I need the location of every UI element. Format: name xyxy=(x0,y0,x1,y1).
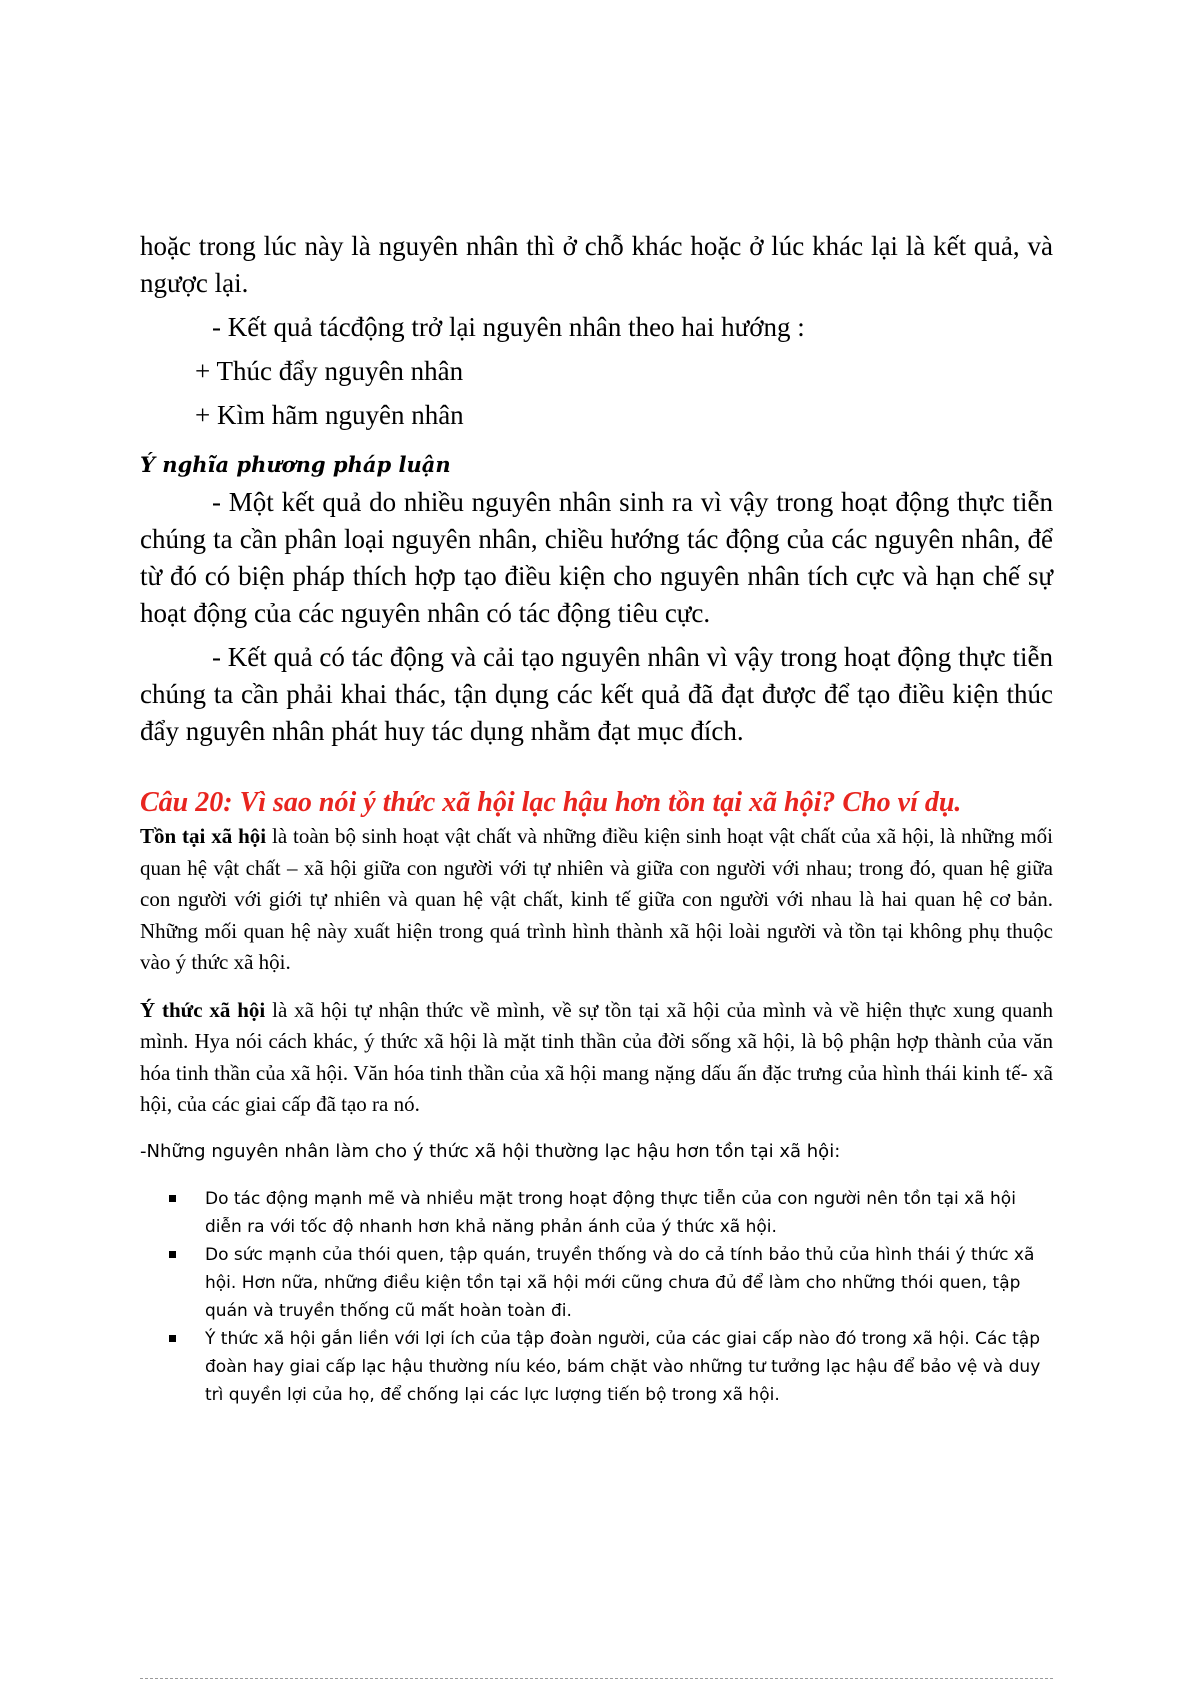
square-bullet-icon xyxy=(169,1251,176,1258)
square-bullet-icon xyxy=(169,1195,176,1202)
page-content xyxy=(140,228,1053,1409)
social-existence-definition: là toàn bộ sinh hoạt vật chất và những điều kiện sinh hoạt vật chất của xã hội, là những mối quan hệ vật chất – xã hội giữa con người với tự nhiên và giữa con người với nhau; trong đó, quan hệ giữa con người với giới tự nhiên và quan hệ vật chất, kinh tế giữa con người với nhau là hai quan hệ cơ bản. Những mối quan hệ này xuất hiện trong quá trình hình thành xã hội loài người và tồn tại không phụ thuộc vào ý thức xã hội. xyxy=(140,824,1054,974)
methodology-paragraph-1: - Một kết quả do nhiều nguyên nhân sinh ra vì vậy trong hoạt động thực tiễn chúng ta cần phân loại nguyên nhân, chiều hướng tác động của các nguyên nhân, để từ đó có biện pháp thích hợp tạo điều kiện cho nguyên nhân tích cực và hạn chế sự hoạt động của các nguyên nhân có tác động tiêu cực. xyxy=(140,487,1053,628)
social-consciousness-term: Ý thức xã hội xyxy=(140,997,266,1022)
reason-text: Do tác động mạnh mẽ và nhiều mặt trong hoạt động thực tiễn của con người nên tồn tại xã hội diễn ra với tốc độ nhanh hơn khả năng phản ánh của ý thức xã hội. xyxy=(205,1188,1016,1237)
square-bullet-icon xyxy=(169,1335,176,1342)
effect-direction-line: - Kết quả tácđộng trở lại nguyên nhân theo hai hướng : xyxy=(212,312,805,342)
promote-cause-item: + Thúc đẩy nguyên nhân xyxy=(195,356,464,386)
reason-text: Ý thức xã hội gắn liền với lợi ích của tập đoàn người, của các giai cấp nào đó trong xã hội. Các tập đoàn hay giai cấp lạc hậu thường níu kéo, bám chặt vào những tư tưởng lạc hậu để bảo vệ và duy trì quyền lợi của họ, để chống lại các lực lượng tiến bộ trong xã hội. xyxy=(205,1328,1041,1405)
social-existence-paragraph xyxy=(140,821,1053,979)
continuation-paragraph: hoặc trong lúc này là nguyên nhân thì ở chỗ khác hoặc ở lúc khác lại là kết quả, và ngược lại. xyxy=(140,231,1053,298)
reasons-intro: -Những nguyên nhân làm cho ý thức xã hội thường lạc hậu hơn tồn tại xã hội: xyxy=(140,1140,841,1162)
social-existence-term: Tồn tại xã hội xyxy=(140,824,267,848)
methodology-paragraph-2: - Kết quả có tác động và cải tạo nguyên nhân vì vậy trong hoạt động thực tiễn chúng ta cần phải khai thác, tận dụng các kết quả đã đạt được để tạo điều kiện thúc đẩy nguyên nhân phát huy tác dụng nhằm đạt mục đích. xyxy=(140,642,1053,746)
social-consciousness-definition: là xã hội tự nhận thức về mình, về sự tồn tại xã hội của mình và về hiện thực xung quanh mình. Hya nói cách khác, ý thức xã hội là mặt tinh thần của đời sống xã hội, là bộ phận hợp thành của văn hóa tinh thần của xã hội. Văn hóa tinh thần của xã hội mang nặng dấu ấn đặc trưng của hình thái kinh tế- xã hội, của các giai cấp đã tạo ra nó. xyxy=(140,997,1053,1116)
social-consciousness-paragraph xyxy=(140,995,1053,1121)
footer-divider xyxy=(140,1678,1053,1680)
question-20-heading: Câu 20: Vì sao nói ý thức xã hội lạc hậu hơn tồn tại xã hội? Cho ví dụ. xyxy=(140,787,962,818)
list-item xyxy=(205,1185,1053,1241)
reason-text: Do sức mạnh của thói quen, tập quán, truyền thống và do cả tính bảo thủ của hình thái ý thức xã hội. Hơn nữa, những điều kiện tồn tại xã hội mới cũng chưa đủ để làm cho những thói quen, tập quán và truyền thống cũ mất hoàn toàn đi. xyxy=(205,1244,1035,1321)
reasons-list xyxy=(140,1185,1053,1409)
inhibit-cause-item: + Kìm hãm nguyên nhân xyxy=(195,400,464,430)
methodology-heading: Ý nghĩa phương pháp luận xyxy=(140,452,451,477)
list-item xyxy=(205,1325,1053,1409)
list-item xyxy=(205,1241,1053,1325)
